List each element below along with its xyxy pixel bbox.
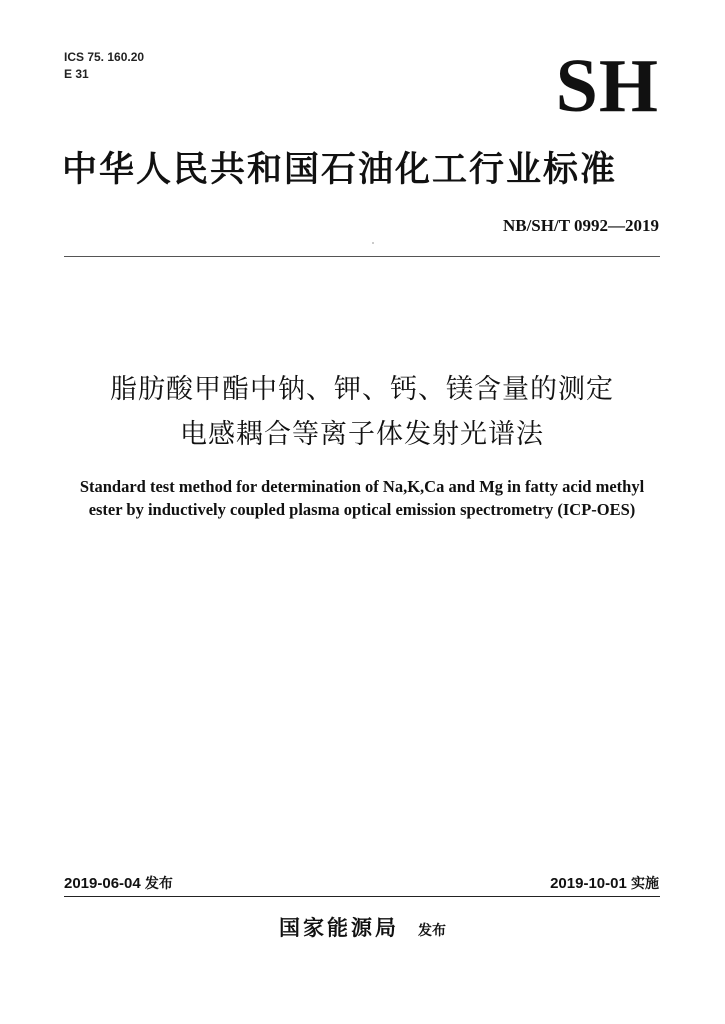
english-title-line-1: Standard test method for determination of Na,K,Ca and Mg in fatty acid methyl [79, 477, 645, 496]
ics-code: ICS 75. 160.20 [64, 50, 145, 64]
english-title-line-2: ester by inductively coupled plasma optical emission spectrometry (ICP-OES) [88, 500, 636, 519]
issue-label: 发布 [144, 876, 173, 892]
chinese-title-line-2: 电感耦合等离子体发射光谱法 [180, 419, 544, 450]
footer-divider [64, 896, 660, 897]
header-divider [64, 256, 660, 257]
implement-label: 实施 [631, 876, 659, 892]
publisher-block [0, 912, 725, 942]
standard-number: NB/SH/T 0992—2019 [502, 216, 659, 235]
chinese-title-line-1: 脂肪酸甲酯中钠、钾、钙、镁含量的测定 [110, 374, 614, 405]
classification-code: E 31 [64, 67, 89, 81]
implement-date-block [550, 874, 659, 894]
publish-label: 发布 [418, 923, 447, 939]
publisher-name: 国家能源局 [278, 916, 399, 940]
standard-type-heading: 中华人民共和国石油化工行业标准 [62, 150, 618, 190]
scan-speck [372, 242, 374, 244]
sh-logo: SH [555, 44, 659, 128]
issue-date-block [64, 874, 173, 894]
issue-date: 2019-06-04 [64, 875, 141, 892]
implement-date: 2019-10-01 [550, 875, 627, 892]
